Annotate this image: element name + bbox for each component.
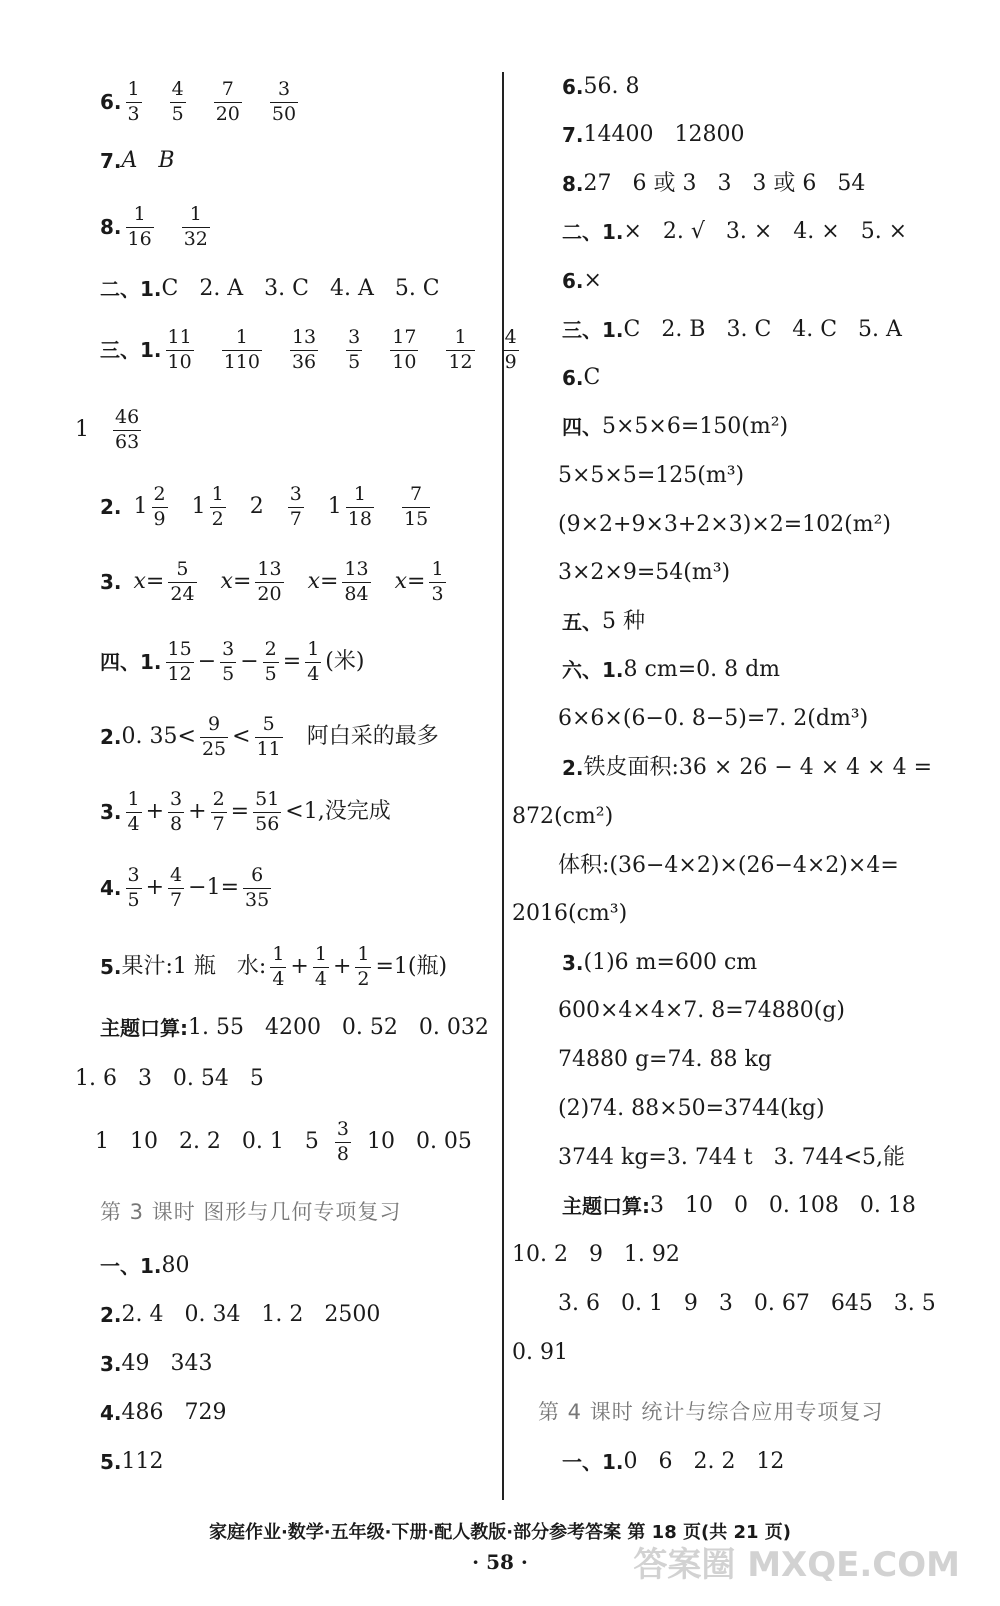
answer-6: 6. $\frac{1}{3}$ $\frac{4}{5}$ $\frac{7}{20}$ $\frac{3}{50}$ xyxy=(100,78,297,125)
section-4-q4: 4. $\frac{3}{5}$ + $\frac{4}{7}$ −1= $\frac{6}{35}$ xyxy=(100,864,270,911)
section-2-answers: 二、1. C 2. A 3. C 4. A 5. C xyxy=(100,276,440,301)
lesson-3-heading: 第 3 课时 图形与几何专项复习 xyxy=(100,1200,402,1224)
section-2-q6: 6. × xyxy=(562,268,602,293)
section-6-q2-area: 872(cm²) xyxy=(512,804,614,829)
answer-8: 8. $\frac{1}{16}$ $\frac{1}{32}$ xyxy=(100,203,208,250)
answer-r7: 7. 14400 12800 xyxy=(562,122,745,147)
mental-math-right-3: 3. 6 0. 1 9 3 0. 67 645 3. 5 xyxy=(558,1291,936,1316)
mental-math-2: 1. 6 3 0. 54 5 xyxy=(75,1066,264,1091)
lesson-4-heading: 第 4 课时 统计与综合应用专项复习 xyxy=(538,1400,884,1424)
geometry-q3: 3. 49 343 xyxy=(100,1351,213,1376)
mental-math-right-2: 10. 2 9 1. 92 xyxy=(512,1242,680,1267)
answer-7: 7. A B xyxy=(100,148,175,173)
section-6-q3: 3. (1)6 m=600 cm xyxy=(562,950,758,975)
page-number: · 58 · xyxy=(472,1550,528,1574)
geometry-q4: 4. 486 729 xyxy=(100,1400,227,1425)
section-3-continued: 1 $\frac{46}{63}$ xyxy=(75,406,140,453)
section-6-q1: 六、1. 8 cm=0. 8 dm xyxy=(562,657,781,682)
geometry-q2: 2. 2. 4 0. 34 1. 2 2500 xyxy=(100,1302,381,1327)
section-4-q2: 2. 0. 35< $\frac{9}{25}$ < $\frac{5}{11}$ 阿白采的最多 xyxy=(100,713,439,760)
mental-math-3: 1 10 2. 2 0. 1 5 $\frac{3}{8}$ 10 0. 05 xyxy=(95,1118,472,1165)
section-6-q1-calc: 6×6×(6−0. 8−5)=7. 2(dm³) xyxy=(558,706,869,731)
answer-r8: 8. 27 6 或 3 3 3 或 6 54 xyxy=(562,171,866,196)
mental-math-right-1: 主题口算: 3 10 0 0. 108 0. 18 xyxy=(562,1193,916,1218)
column-divider xyxy=(502,72,504,1500)
section-5-right: 五、 5 种 xyxy=(562,609,645,634)
section-4-right-2: 5×5×5=125(m³) xyxy=(558,463,745,488)
section-4-right-3: (9×2+9×3+2×3)×2=102(m²) xyxy=(558,512,892,537)
section-3-q2: 2. 1 $\frac{2}{9}$ 1 $\frac{1}{2}$ 2 $\frac{3}{7}$ 1 $\frac{1}{18}$ $\frac{7}{15}$ xyxy=(100,483,429,530)
mental-math-1: 主题口算: 1. 55 4200 0. 52 0. 032 xyxy=(100,1015,489,1040)
section-6-q3-c: 74880 g=74. 88 kg xyxy=(558,1047,772,1072)
section-4-q1: 四、1. $\frac{15}{12}$ − $\frac{3}{5}$ − $\frac{2}{5}$ = $\frac{1}{4}$ (米) xyxy=(100,638,365,685)
answer-r6: 6. 56. 8 xyxy=(562,74,640,99)
statistics-q1: 一、1. 0 6 2. 2 12 xyxy=(562,1449,785,1474)
section-6-q2-volume: 体积:(36−4×2)×(26−4×2)×4= xyxy=(558,853,899,878)
section-4-right-1: 四、 5×5×6=150(m²) xyxy=(562,414,789,439)
section-4-q5: 5. 果汁:1 瓶 水: $\frac{1}{4}$ + $\frac{1}{4}$ + $\frac{1}{2}$ =1(瓶) xyxy=(100,943,448,990)
section-3-q3: 3. x= $\frac{5}{24}$ x= $\frac{13}{20}$ x= $\frac{13}{84}$ x= $\frac{1}{3}$ xyxy=(100,558,444,605)
geometry-q5: 5. 112 xyxy=(100,1449,164,1474)
section-6-q2: 2. 铁皮面积:36 × 26 − 4 × 4 × 4 = xyxy=(562,755,933,780)
section-4-q3: 3. $\frac{1}{4}$ + $\frac{3}{8}$ + $\frac{2}{7}$ = $\frac{51}{56}$ <1,没完成 xyxy=(100,788,391,835)
section-4-right-4: 3×2×9=54(m³) xyxy=(558,560,731,585)
section-6-q3-b: 600×4×4×7. 8=74880(g) xyxy=(558,998,845,1023)
section-3-answers: 三、1. $\frac{11}{10}$ $\frac{1}{110}$ $\frac{13}{36}$ $\frac{3}{5}$ $\frac{17}{10}$ $\frac{1}{12}$ $\frac{4}{9}$ xyxy=(100,326,517,373)
section-3-right: 三、1. C 2. B 3. C 4. C 5. A xyxy=(562,317,902,342)
section-6-q3-e: 3744 kg=3. 744 t 3. 744<5,能 xyxy=(558,1145,906,1170)
section-6-q3-d: (2)74. 88×50=3744(kg) xyxy=(558,1096,825,1121)
mental-math-right-4: 0. 91 xyxy=(512,1340,568,1365)
section-3-q6: 6. C xyxy=(562,365,601,390)
geometry-q1: 一、1. 80 xyxy=(100,1253,190,1278)
section-6-q2-volume-result: 2016(cm³) xyxy=(512,901,628,926)
watermark-logo: 答案圈 MXQE.COM xyxy=(633,1545,960,1585)
page-footer: 家庭作业·数学·五年级·下册·配人教版·部分参考答案 第 18 页(共 21 页) xyxy=(208,1522,792,1543)
section-2-right: 二、1. × 2. √ 3. × 4. × 5. × xyxy=(562,219,908,244)
